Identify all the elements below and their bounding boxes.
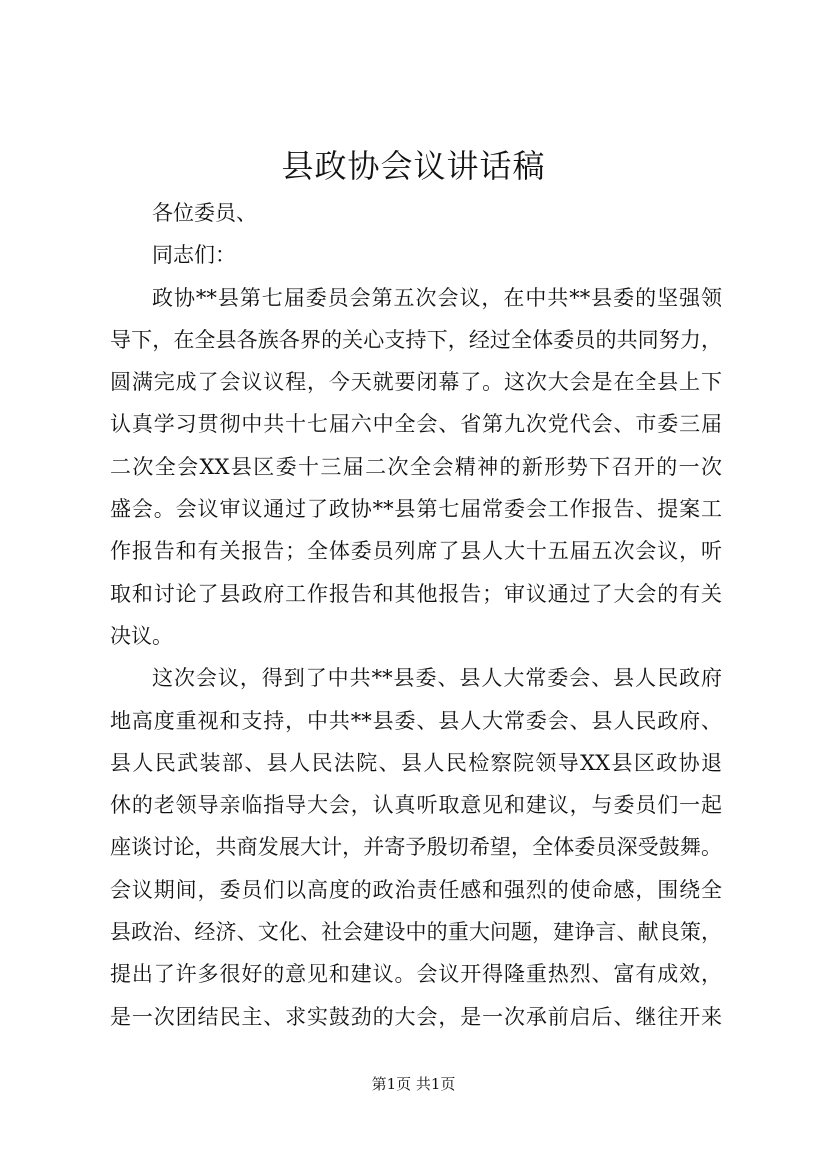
paragraph-1 [110, 277, 722, 658]
paragraph-2 [110, 657, 722, 1038]
text-line: 取和讨论了县政府工作报告和其他报告；审议通过了大会的有关 [110, 581, 722, 606]
text-line: 是一次团结民主、求实鼓劲的大会，是一次承前启后、继往开来 [110, 1004, 722, 1029]
text-line: 政协**县第七届委员会第五次会议，在中共**县委的坚强领 [152, 285, 722, 310]
text-line: 二次全会XX县区委十三届二次全会精神的新形势下召开的一次 [110, 454, 722, 479]
text-line: 决议。 [110, 623, 173, 648]
text-line: 座谈讨论，共商发展大计，并寄予殷切希望，全体委员深受鼓舞。 [110, 835, 722, 860]
salutation-line: 各位委员、 [152, 201, 257, 225]
text-line: 导下，在全县各族各界的关心支持下，经过全体委员的共同努力， [110, 327, 722, 352]
text-line: 这次会议，得到了中共**县委、县人大常委会、县人民政府 [152, 666, 722, 691]
text-line: 休的老领导亲临指导大会，认真听取意见和建议，与委员们一起 [110, 793, 722, 818]
text-line: 会议期间，委员们以高度的政治责任感和强烈的使命感，围绕全 [110, 877, 722, 902]
text-line: 圆满完成了会议议程，今天就要闭幕了。这次大会是在全县上下 [110, 370, 722, 395]
document-title: 县政协会议讲话稿 [281, 147, 546, 185]
text-line: 认真学习贯彻中共十七届六中全会、省第九次党代会、市委三届 [110, 412, 722, 437]
text-line: 地高度重视和支持，中共**县委、县人大常委会、县人民政府、 [110, 708, 722, 733]
text-line: 提出了许多很好的意见和建议。会议开得隆重热烈、富有成效， [110, 962, 722, 987]
document-body [110, 192, 722, 1038]
text-line: 盛会。会议审议通过了政协**县第七届常委会工作报告、提案工 [110, 497, 722, 522]
salutation-line: 同志们： [152, 243, 236, 268]
page-footer: 第1页 共1页 [371, 1075, 456, 1093]
text-line: 县政治、经济、文化、社会建设中的重大问题，建诤言、献良策， [110, 920, 722, 945]
text-line: 作报告和有关报告；全体委员列席了县人大十五届五次会议，听 [110, 539, 722, 564]
text-line: 县人民武装部、县人民法院、县人民检察院领导XX县区政协退 [110, 750, 722, 775]
